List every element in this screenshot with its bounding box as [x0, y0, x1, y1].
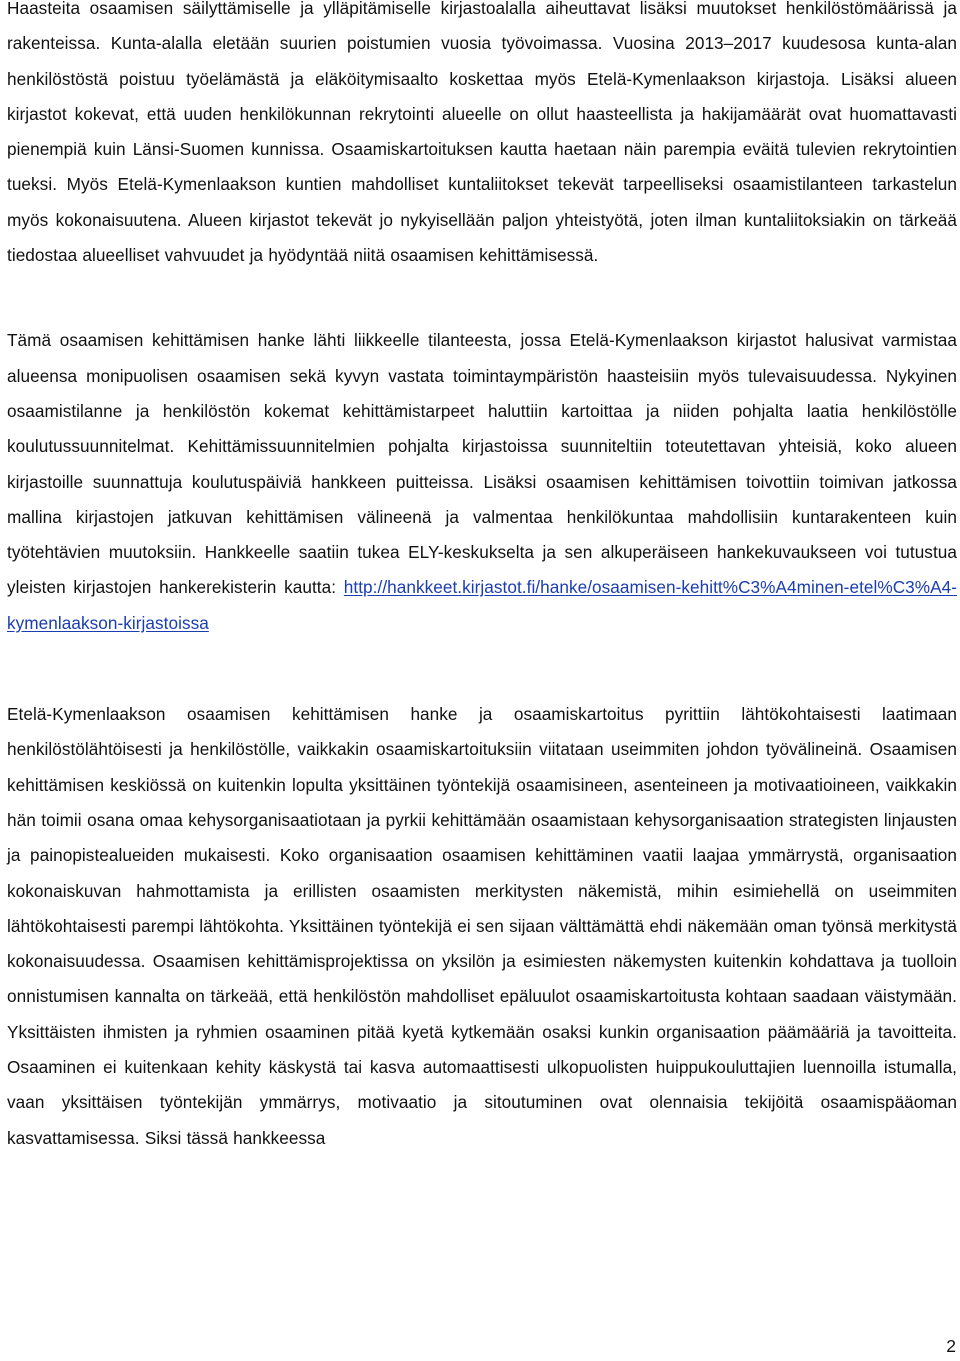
- page-number: 2: [946, 1336, 956, 1356]
- paragraph-challenges: [7, 0, 957, 273]
- paragraph-challenges-text: Haasteita osaamisen säilyttämiselle ja ylläpitämiselle kirjastoalalla aiheuttavat lisäksi muutokset henkilöstömäärissä ja rakenteissa. Kunta-alalla eletään suurien poistumien vuosia työvoimassa. Vuosina 2013–2017 kuudesosa kunta-alan henkilöstöstä poistuu työelämästä ja eläköitymisaalto koskettaa myös Etelä-Kymenlaakson kirjastoja. Lisäksi alueen kirjastot kokevat, että uuden henkilökunnan rekrytointi alueelle on ollut haasteellista ja hakijamäärät ovat huomattavasti pienempiä kuin Länsi-Suomen kunnissa. Osaamiskartoituksen kautta haetaan näin parempia eväitä tulevien rekrytointien tueksi. Myös Etelä-Kymenlaakson kuntien mahdolliset kuntaliitokset tekevät tarpeelliseksi osaamistilanteen tarkastelun myös kokonaisuutena. Alueen kirjastot tekevät jo nykyisellään paljon yhteistyötä, joten ilman kuntaliitoksiakin on tärkeää tiedostaa alueelliset vahvuudet ja hyödyntää niitä osaamisen kehittämisessä.: [7, 0, 957, 266]
- project-register-link[interactable]: http://hankkeet.kirjastot.fi/hanke/osaamisen-kehitt%C3%A4minen-etel%C3%A4-kymenlaakson-kirjastoissa: [7, 577, 957, 633]
- paragraph-personnel-approach-text: Etelä-Kymenlaakson osaamisen kehittämisen hanke ja osaamiskartoitus pyrittiin lähtökohtaisesti laatimaan henkilöstölähtöisesti ja henkilöstölle, vaikkakin osaamiskartoituksiin viitataan useimmiten johdon työvälineinä. Osaamisen kehittämisen keskiössä on kuitenkin lopulta yksittäinen työntekijä osaamisineen, asenteineen ja motivaatioineen, vaikkakin hän toimii osana omaa kehysorganisaatiotaan ja pyrkii kehittämään osaamistaan kehysorganisaation strategisten linjausten ja painopistealueiden mukaisesti. Koko organisaation osaamisen kehittäminen vaatii laajaa ymmärrystä, organisaation kokonaiskuvan hahmottamista ja erillisten osaamisten merkitysten näkemistä, mihin esimiehellä on useimmiten lähtökohtaisesti parempi lähtökohta. Yksittäinen työntekijä ei sen sijaan välttämättä ehdi näkemään oman työnsä merkitystä kokonaisuudessa. Osaamisen kehittämisprojektissa on yksilön ja esimiesten näkemysten kuitenkin kohdattava ja tuolloin onnistumisen kannalta on tärkeää, että henkilöstön mahdolliset epäluulot osaamiskartoitusta kohtaan saadaan väistymään. Yksittäisten ihmisten ja ryhmien osaaminen pitää kyetä kytkemään osaksi kunkin organisaation päämääriä ja tavoitteita. Osaaminen ei kuitenkaan kehity käskystä tai kasva automaattisesti ulkopuolisten huippukouluttajien luennoilla istumalla, vaan yksittäisen työntekijän ymmärrys, motivaatio ja sitoutuminen ovat olennaisia tekijöitä osaamispääoman kasvattamisessa. Siksi tässä hankkeessa: [7, 704, 957, 1148]
- paragraph-project-background-text: Tämä osaamisen kehittämisen hanke lähti liikkeelle tilanteesta, jossa Etelä-Kymenlaakson kirjastot halusivat varmistaa alueensa monipuolisen osaamisen sekä kyvyn vastata toimintaympäristön haasteisiin myös tulevaisuudessa. Nykyinen osaamistilanne ja henkilöstön kokemat kehittämistarpeet haluttiin kartoittaa ja niiden pohjalta laatia henkilöstölle koulutussuunnitelmat. Kehittämissuunnitelmien pohjalta kirjastoissa suunniteltiin toteutettavan yhteisiä, koko alueen kirjastoille suunnattuja koulutuspäiviä hankkeen puitteissa. Lisäksi osaamisen kehittämisen toivottiin toimivan jatkossa mallina kirjastojen jatkuvan kehittämisen välineenä ja valmentaa henkilökuntaa mahdollisiin kuntarakenteen kuin työtehtävien muutoksiin. Hankkeelle saatiin tukea ELY-keskukselta ja sen alkuperäiseen hankekuvaukseen voi tutustua yleisten kirjastojen hankerekisterin kautta:: [7, 330, 957, 598]
- document-page: [7, 0, 957, 1156]
- paragraph-project-background: [7, 323, 957, 641]
- paragraph-personnel-approach: [7, 697, 957, 1156]
